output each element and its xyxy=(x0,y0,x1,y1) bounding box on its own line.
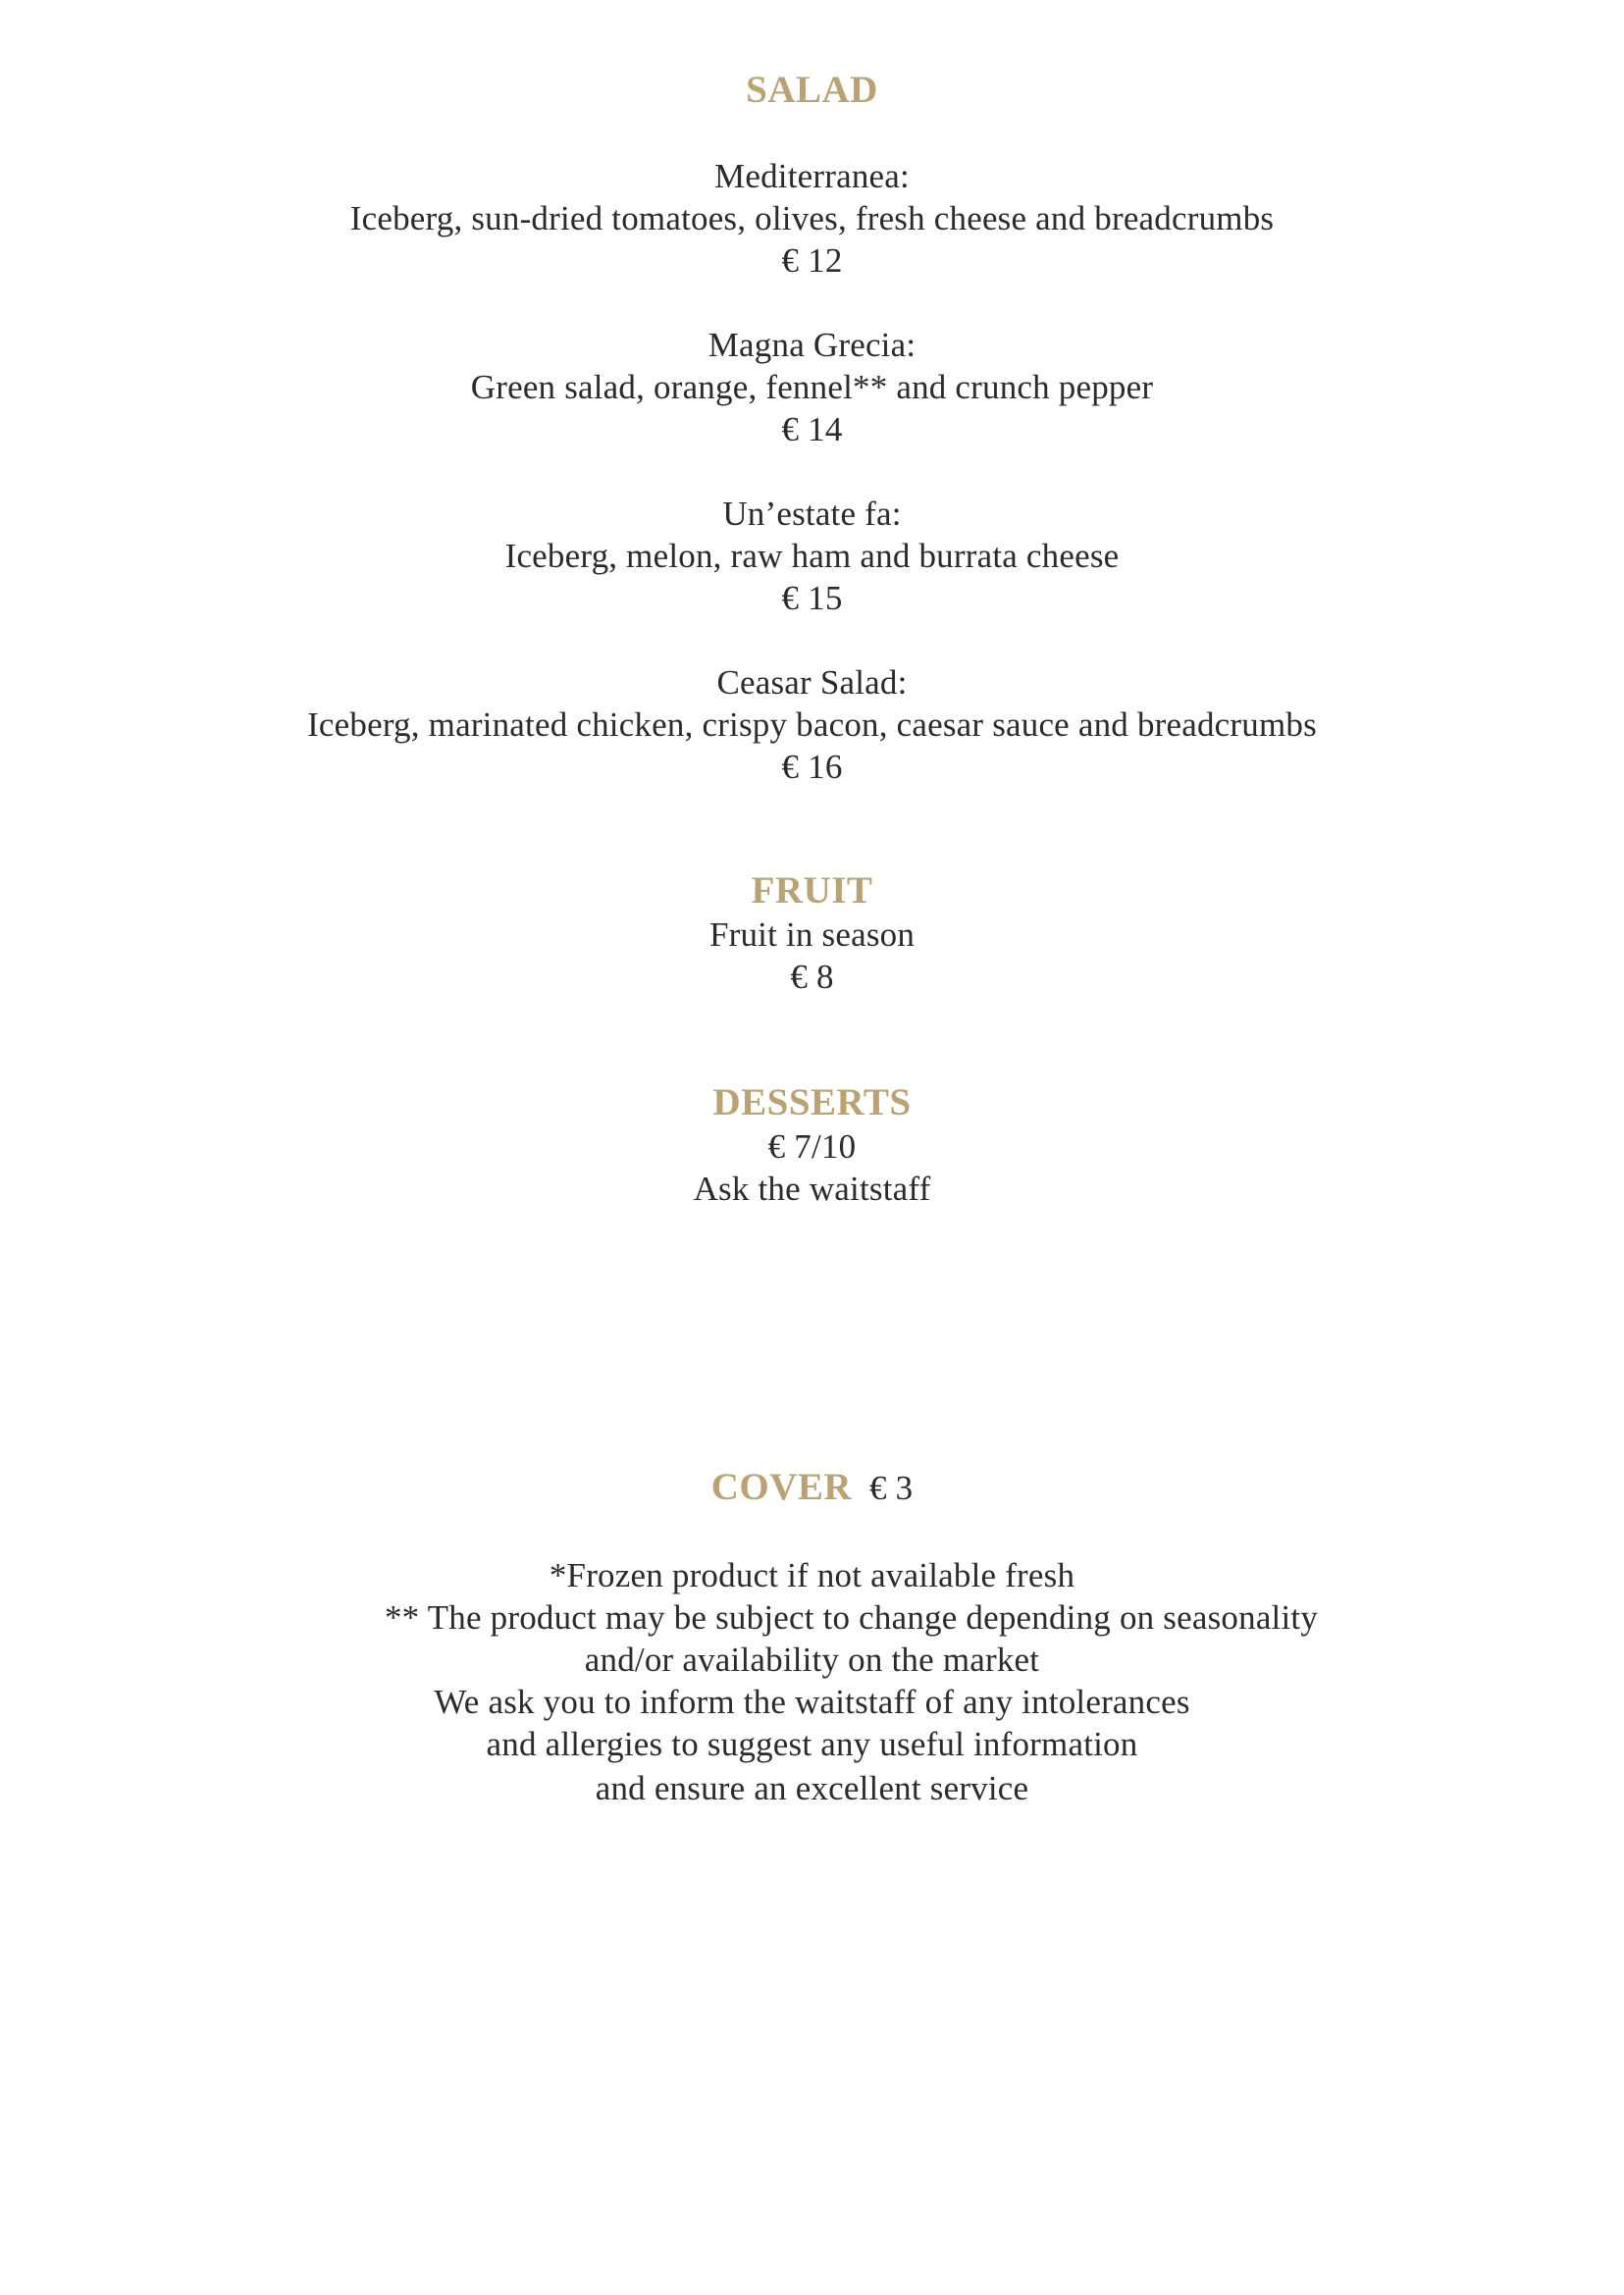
salad-item-price: € 15 xyxy=(781,579,843,617)
desserts-price: € 7/10 xyxy=(767,1127,857,1166)
salad-heading: SALAD xyxy=(746,69,878,111)
cover-line xyxy=(0,1466,1624,1510)
salad-item-name: Ceasar Salad: xyxy=(716,663,908,702)
note-allergies: and allergies to suggest any useful information xyxy=(486,1725,1138,1763)
salad-item-name: Magna Grecia: xyxy=(707,326,917,364)
note-frozen: *Frozen product if not available fresh xyxy=(549,1556,1075,1594)
salad-item-price: € 12 xyxy=(781,241,843,280)
cover-spacer xyxy=(861,1469,869,1507)
desserts-note: Ask the waitstaff xyxy=(693,1170,931,1208)
note-seasonality: ** The product may be subject to change depending on seasonality xyxy=(384,1598,1319,1637)
salad-item-description: Iceberg, marinated chicken, crispy bacon, caesar sauce and breadcrumbs xyxy=(307,705,1317,744)
cover-price: € 3 xyxy=(868,1469,914,1507)
fruit-description: Fruit in season xyxy=(708,915,916,954)
salad-item-name: Un’estate fa: xyxy=(722,495,902,533)
note-availability: and/or availability on the market xyxy=(584,1641,1040,1679)
salad-item-name: Mediterranea: xyxy=(714,157,910,195)
salad-item-price: € 14 xyxy=(781,410,843,448)
salad-item-description: Green salad, orange, fennel** and crunch pepper xyxy=(470,368,1154,406)
salad-item-price: € 16 xyxy=(781,748,843,786)
salad-item-description: Iceberg, melon, raw ham and burrata cheese xyxy=(504,537,1120,575)
fruit-heading: FRUIT xyxy=(751,869,873,912)
note-intolerances: We ask you to inform the waitstaff of any intolerances xyxy=(434,1683,1190,1721)
fruit-price: € 8 xyxy=(790,958,834,996)
note-service: and ensure an excellent service xyxy=(595,1769,1029,1807)
cover-heading: COVER xyxy=(710,1466,853,1508)
salad-item-description: Iceberg, sun-dried tomatoes, olives, fresh cheese and breadcrumbs xyxy=(349,199,1275,237)
desserts-heading: DESSERTS xyxy=(712,1081,912,1123)
